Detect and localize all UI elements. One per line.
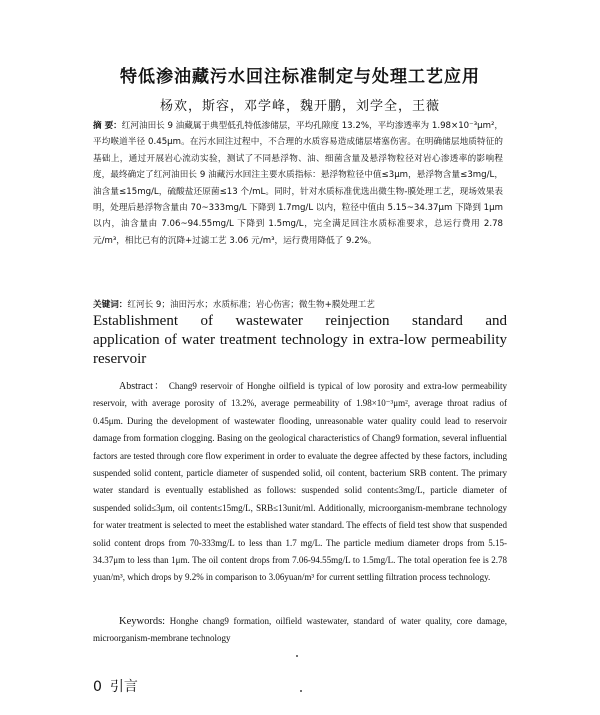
english-title — [93, 312, 507, 369]
chinese-abstract — [93, 118, 503, 249]
english-title-rest: application of water treatment technology in extra-low permeability reservoir — [93, 332, 507, 367]
english-keywords-text: Honghe chang9 formation, oilfield wastewater, standard of water quality, core damage, microorganism-membrane technology — [93, 616, 507, 643]
english-abstract — [93, 378, 507, 587]
scan-speck — [300, 690, 302, 692]
chinese-title: 特低渗油藏污水回注标准制定与处理工艺应用 — [120, 67, 480, 87]
english-abstract-text: Chang9 reservoir of Honghe oilfield is typical of low porosity and extra-low permeability reservoir, with average porosity of 13.2%, average permeability of 1.98×10⁻³μm², average throat radius of 0.45μm. During the development of wastewater flooding, unreasonable water quality could lead to reservoir damage from formation clogging. Basing on the geological characteristics of Chang9 formation, several influential factors are tested through core flow experiment in order to evaluate the degree affected by these factors, including suspended solid content, particle diameter of suspended solid, oil content, bacterium SRB content. The primary water standard is eventually established as follows: suspended solid content≤3mg/L, particle diameter of suspended solid≤3μm, oil content≤15mg/L, SRB≤13unit/ml. Additionally, microorganism-membrane technology for water treatment is selected to meet the established water standard. The effects of field test show that suspended solid content drops from 70-333mg/L to less than 1.7 mg/L. The particle medium diameter drops from 5.15-34.37μm to less than 1μm. The oil content drops from 7.06-94.55mg/L to 1.5mg/L. The total operation fee is 2.78 yuan/m³, which drops by 9.2% in comparison to 3.06yuan/m³ for current settling filtration process technology. — [93, 381, 507, 583]
english-abstract-label: Abstract： — [119, 381, 166, 392]
english-keywords — [93, 613, 507, 646]
english-keywords-label: Keywords: — [119, 616, 166, 627]
chinese-abstract-text: 红河油田长 9 油藏属于典型低孔特低渗储层，平均孔隙度 13.2%，平均渗透率为 1.98×10⁻³μm²，平均喉道半径 0.45μm。在污水回注过程中，不合理的水质容易造成储层堵塞伤害。在明确储层地质特征的基础上，通过开展岩心流动实验，测试了不同悬浮物、油、细菌含量及悬浮物粒径对岩心渗透率的影响程度，最终确定了红河油田长 9 油藏污水回注主要水质指标：悬浮物粒径中值≤3μm，悬浮物含量≤3mg/L，油含量≤15mg/L，硫酸盐还原菌≤13 个/mL。同时，针对水质标准优选出微生物-膜处理工艺，现场效果表明，处理后悬浮物含量由 70~333mg/L 下降到 1.7mg/L 以内，粒径中值由 5.15~34.37μm 下降到 1μm 以内，油含量由 7.06~94.55mg/L 下降到 1.5mg/L，完全满足回注水质标准要求，总运行费用 2.78 元/m³，相比已有的沉降+过滤工艺 3.06 元/m³，运行费用降低了 9.2%。 — [93, 121, 504, 246]
chinese-keywords — [93, 298, 503, 312]
scan-speck — [296, 655, 298, 657]
section-heading — [93, 676, 138, 696]
section-title: 引言 — [109, 679, 138, 695]
english-title-line1: Establishment of wastewater reinjection standard and — [93, 313, 507, 329]
chinese-authors: 杨欢，斯容，邓学峰，魏开鹏，刘学全，王薇 — [159, 99, 440, 114]
chinese-abstract-label: 摘 要： — [93, 121, 122, 131]
section-number: 0 — [93, 679, 102, 695]
chinese-keywords-text: 红河长 9；油田污水；水质标准；岩心伤害；微生物+膜处理工艺 — [127, 300, 375, 310]
chinese-keywords-label: 关键词： — [93, 300, 128, 310]
